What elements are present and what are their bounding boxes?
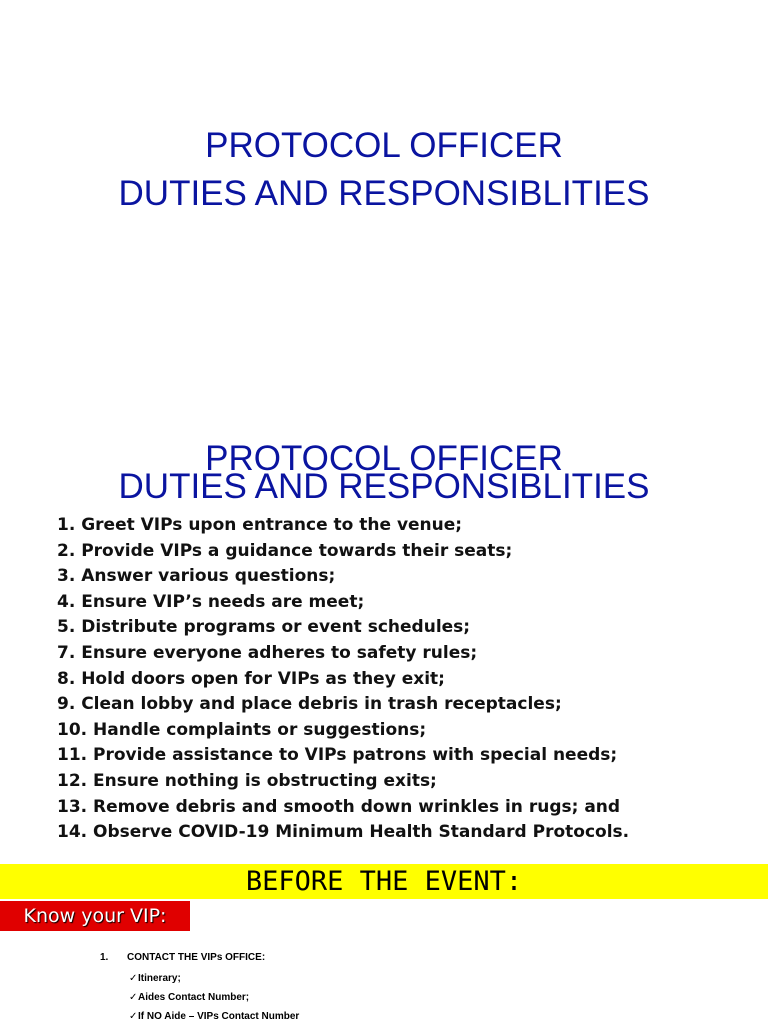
check-icon: ✓ [129, 1011, 138, 1022]
slide1-title-line2: DUTIES AND RESPONSIBLITIES [118, 174, 650, 213]
duty-item: 5. Distribute programs or event schedules; [57, 617, 471, 638]
before-event-banner [0, 864, 768, 899]
contact-number: 1. [100, 952, 109, 963]
duty-item: 4. Ensure VIP’s needs are meet; [57, 591, 365, 612]
checklist-item [129, 988, 299, 1007]
duty-item: 1. Greet VIPs upon entrance to the venue; [57, 515, 463, 535]
contact-checklist [129, 969, 299, 1026]
contact-heading [100, 952, 265, 964]
checklist-item-text: Itinerary; [138, 973, 181, 984]
know-your-vip-label: Know your VIP: [0, 901, 190, 931]
slide2-title-line1: PROTOCOL OFFICER [205, 439, 563, 478]
duties-list [57, 513, 629, 846]
duty-item: 2. Provide VIPs a guidance towards their seats; [57, 540, 513, 561]
duty-item: 8. Hold doors open for VIPs as they exit; [57, 668, 445, 689]
duty-item: 10. Handle complaints or suggestions; [57, 719, 427, 740]
slide1-title-line1: PROTOCOL OFFICER [205, 126, 563, 165]
check-icon: ✓ [129, 992, 138, 1003]
duty-item: 11. Provide assistance to VIPs patrons with special needs; [57, 745, 618, 766]
duty-item: 7. Ensure everyone adheres to safety rules; [57, 642, 478, 663]
check-icon: ✓ [129, 973, 138, 984]
slide2-title-line2: DUTIES AND RESPONSIBLITIES [118, 467, 650, 506]
duty-item: 13. Remove debris and smooth down wrinkles in rugs; and [57, 796, 621, 817]
duty-item: 12. Ensure nothing is obstructing exits; [57, 770, 437, 791]
before-event-banner-text: BEFORE THE EVENT: [245, 866, 523, 897]
checklist-item-text: Aides Contact Number; [138, 992, 250, 1003]
checklist-item [129, 969, 299, 988]
contact-title: CONTACT THE VIPs OFFICE: [127, 952, 266, 963]
checklist-item [129, 1007, 299, 1026]
duty-item: 14. Observe COVID-19 Minimum Health Standard Protocols. [57, 822, 630, 843]
checklist-item-text: If NO Aide – VIPs Contact Number [138, 1011, 300, 1022]
duty-item: 3. Answer various questions; [57, 566, 336, 587]
duty-item: 9. Clean lobby and place debris in trash receptacles; [57, 694, 562, 715]
